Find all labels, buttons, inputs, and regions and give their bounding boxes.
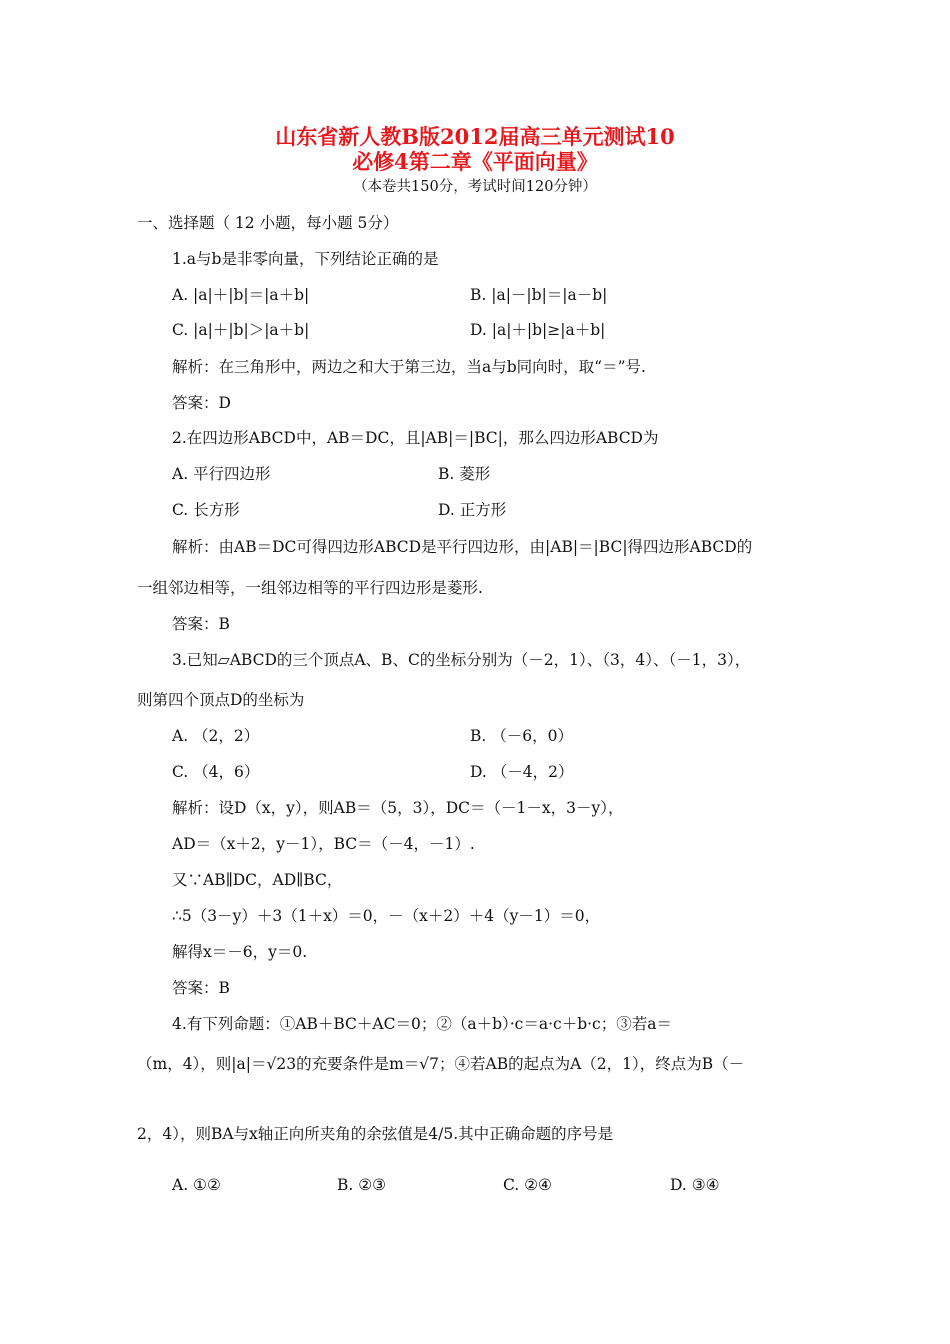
q1-answer: 答案：D [172, 394, 231, 412]
q2-option-c: C. 长方形 [172, 501, 240, 519]
q2-option-a: A. 平行四边形 [172, 465, 271, 483]
exam-info: （本卷共150分，考试时间120分钟） [353, 179, 597, 195]
q3-analysis-line1: 解析：设D（x，y），则AB＝（5，3），DC＝（－1－x，3－y）， [172, 799, 624, 817]
q1-option-c: C. |a|＋|b|＞|a＋b| [172, 321, 310, 339]
q3-analysis-line3: 又∵AB∥DC，AD∥BC， [172, 871, 343, 889]
q3-answer: 答案：B [172, 979, 230, 997]
section-heading: 一、选择题（ 12 小题，每小题 5分） [137, 214, 399, 232]
page-subtitle-chapter: 必修4第二章《平面向量》 [352, 149, 598, 174]
q3-stem-line2: 则第四个顶点D的坐标为 [137, 691, 305, 709]
q1-analysis: 解析：在三角形中，两边之和大于第三边，当a与b同向时，取“＝”号. [172, 358, 646, 376]
q2-option-b: B. 菱形 [438, 465, 491, 483]
q4-option-a: A. ①② [172, 1176, 221, 1194]
q3-option-a: A. （2，2） [172, 727, 260, 745]
q4-stem-line2: （m，4），则|a|＝√23的充要条件是m＝√7；④若AB的起点为A（2，1），终点为B（－ [137, 1055, 745, 1073]
q3-option-d: D. （－4，2） [470, 763, 574, 781]
q4-option-c: C. ②④ [503, 1176, 552, 1194]
q4-stem-line3: 2，4），则BA与x轴正向所夹角的余弦值是4/5.其中正确命题的序号是 [137, 1125, 614, 1143]
q2-analysis-line1: 解析：由AB＝DC可得四边形ABCD是平行四边形，由|AB|＝|BC|得四边形ABCD的 [172, 538, 753, 556]
q3-stem-line1: 3.已知▱ABCD的三个顶点A、B、C的坐标分别为（－2，1）、（3，4）、（－1，3）， [172, 651, 751, 669]
q3-analysis-line5: 解得x＝－6，y＝0. [172, 943, 308, 961]
q4-option-b: B. ②③ [337, 1176, 387, 1194]
q2-option-d: D. 正方形 [438, 501, 507, 519]
q4-option-d: D. ③④ [670, 1176, 720, 1194]
q3-analysis-line4: ∴5（3－y）＋3（1＋x）＝0，－（x＋2）＋4（y－1）＝0， [172, 907, 601, 925]
q3-analysis-line2: AD＝（x＋2，y－1），BC＝（－4，－1）. [172, 835, 475, 853]
q3-option-b: B. （－6，0） [470, 727, 573, 745]
page-title: 山东省新人教B版2012届高三单元测试10 [275, 124, 675, 149]
q2-analysis-line2: 一组邻边相等，一组邻边相等的平行四边形是菱形. [137, 579, 483, 597]
q2-answer: 答案：B [172, 615, 230, 633]
q1-option-b: B. |a|－|b|＝|a－b| [470, 286, 608, 304]
q2-stem: 2.在四边形ABCD中，AB＝DC，且|AB|＝|BC|，那么四边形ABCD为 [172, 429, 659, 447]
q4-stem-line1: 4.有下列命题：①AB＋BC＋AC＝0；②（a＋b）·c＝a·c＋b·c；③若a＝ [172, 1015, 672, 1033]
q1-option-d: D. |a|＋|b|≥|a＋b| [470, 321, 606, 339]
q1-stem: 1.a与b是非零向量，下列结论正确的是 [172, 250, 439, 268]
q1-option-a: A. |a|＋|b|＝|a＋b| [172, 286, 310, 304]
q3-option-c: C. （4，6） [172, 763, 260, 781]
